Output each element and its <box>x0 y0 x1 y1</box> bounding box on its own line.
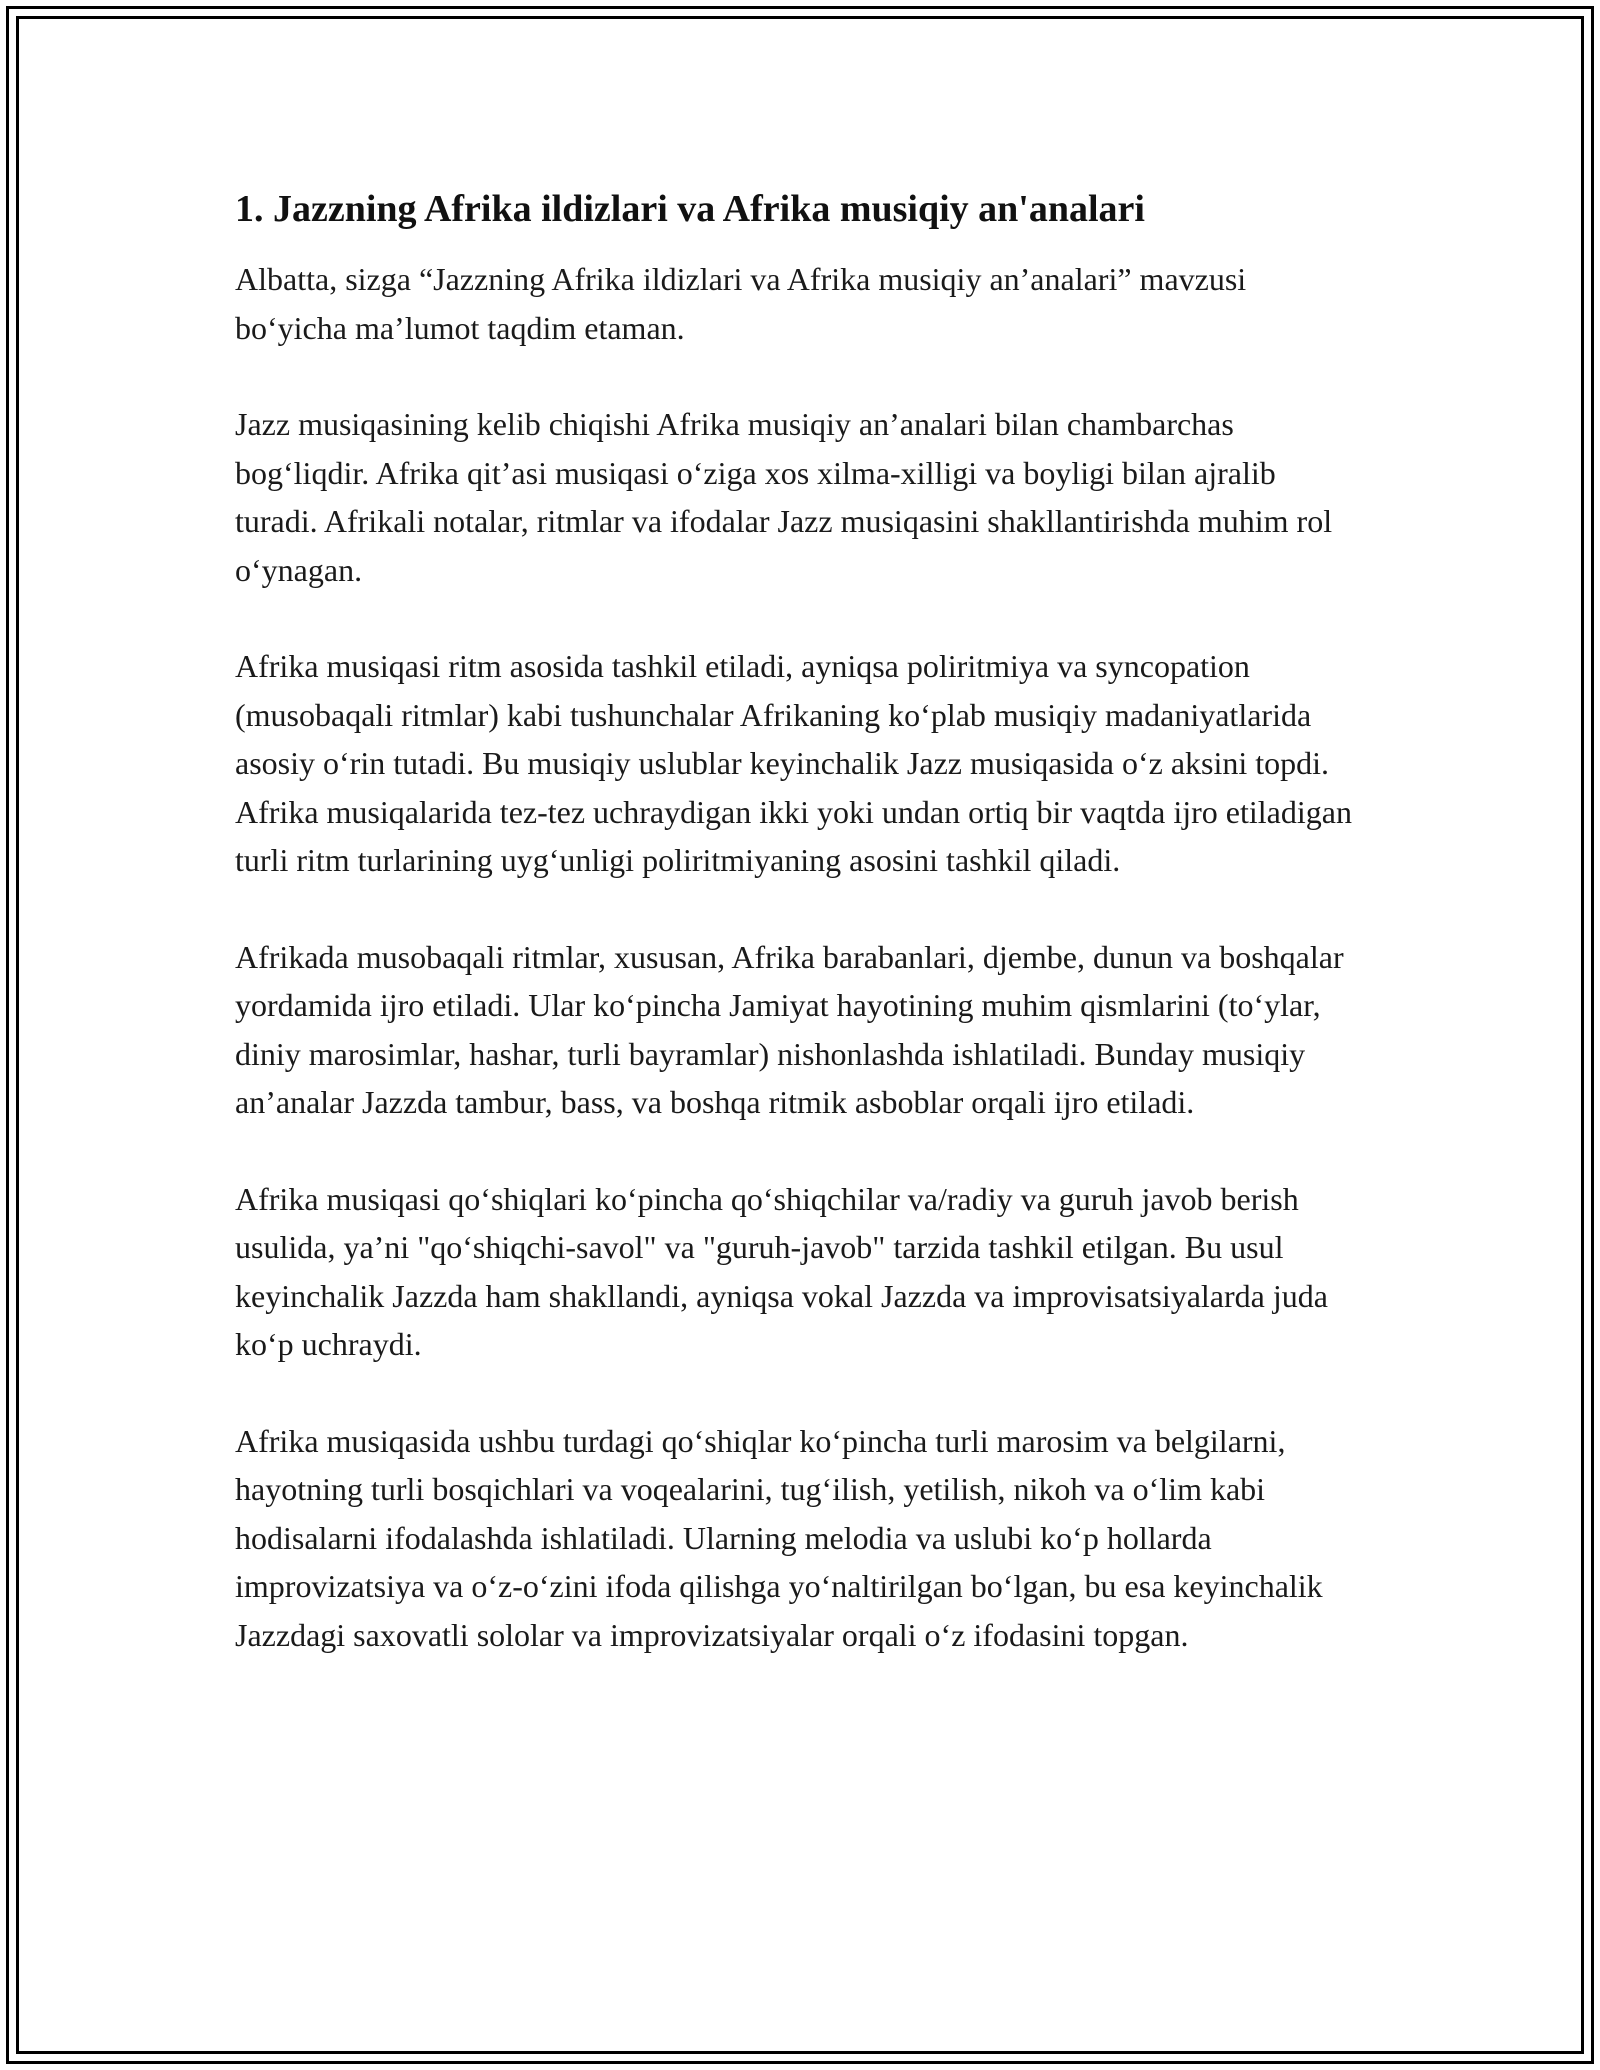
document-title: 1. Jazzning Afrika ildizlari va Afrika musiqiy an'analari <box>235 188 1145 230</box>
paragraph-call-response: Afrika musiqasi qo‘shiqlari ko‘pincha qo‘shiqchilar va/radiy va guruh javob berish usulida, ya’ni "qo‘shiqchi-savol" va "guruh-javob" tarzida tashkil etilgan. Bu usul keyinchalik Jazzda ham shakllandi, ayniqsa vokal Jazzda va improvisatsiyalarda juda ko‘p uchraydi. <box>235 1180 1328 1362</box>
paragraph-drums: Afrikada musobaqali ritmlar, xususan, Afrika barabanlari, djembe, dunun va boshqalar yordamida ijro etiladi. Ular ko‘pincha Jamiyat hayotining muhim qismlarini (to‘ylar, diniy marosimlar, hashar, turli bayramlar) nishonlashda ishlatiladi. Bunday musiqiy an’analar Jazzda tambur, bass, va boshqa ritmik asboblar orqali ijro etiladi. <box>235 938 1344 1120</box>
paragraph-origins: Jazz musiqasining kelib chiqishi Afrika musiqiy an’analari bilan chambarchas bog‘liqdir. Afrika qit’asi musiqasi o‘ziga xos xilma-xilligi va boyligi bilan ajralib turadi. Afrikali notalar, ritmlar va ifodalar Jazz musiqasini shakllantirishda muhim rol o‘ynagan. <box>235 406 1333 588</box>
document-body <box>235 185 1365 1707</box>
paragraph-intro: Albatta, sizga “Jazzning Afrika ildizlari va Afrika musiqiy an’analari” mavzusi bo‘yicha ma’lumot taqdim etaman. <box>235 261 1247 346</box>
paragraph-polyrhythm: Afrika musiqasi ritm asosida tashkil etiladi, ayniqsa poliritmiya va syncopation (musobaqali ritmlar) kabi tushunchalar Afrikaning ko‘plab musiqiy madaniyatlarida asosiy o‘rin tutadi. Bu musiqiy uslublar keyinchalik Jazz musiqasida o‘z aksini topdi. Afrika musiqalarida tez-tez uchraydigan ikki yoki undan ortiq bir vaqtda ijro etiladigan turli ritm turlarining uyg‘unligi poliritmiyaning asosini tashkil qiladi. <box>235 648 1352 878</box>
paragraph-rituals: Afrika musiqasida ushbu turdagi qo‘shiqlar ko‘pincha turli marosim va belgilarni, hayotning turli bosqichlari va voqealarini, tug‘ilish, yetilish, nikoh va o‘lim kabi hodisalarni ifodalashda ishlatiladi. Ularning melodia va uslubi ko‘p hollarda improvizatsiya va o‘z-o‘zini ifoda qilishga yo‘naltirilgan bo‘lgan, bu esa keyinchalik Jazzdagi saxovatli sololar va improvizatsiyalar orqali o‘z ifodasini topgan. <box>235 1422 1323 1653</box>
